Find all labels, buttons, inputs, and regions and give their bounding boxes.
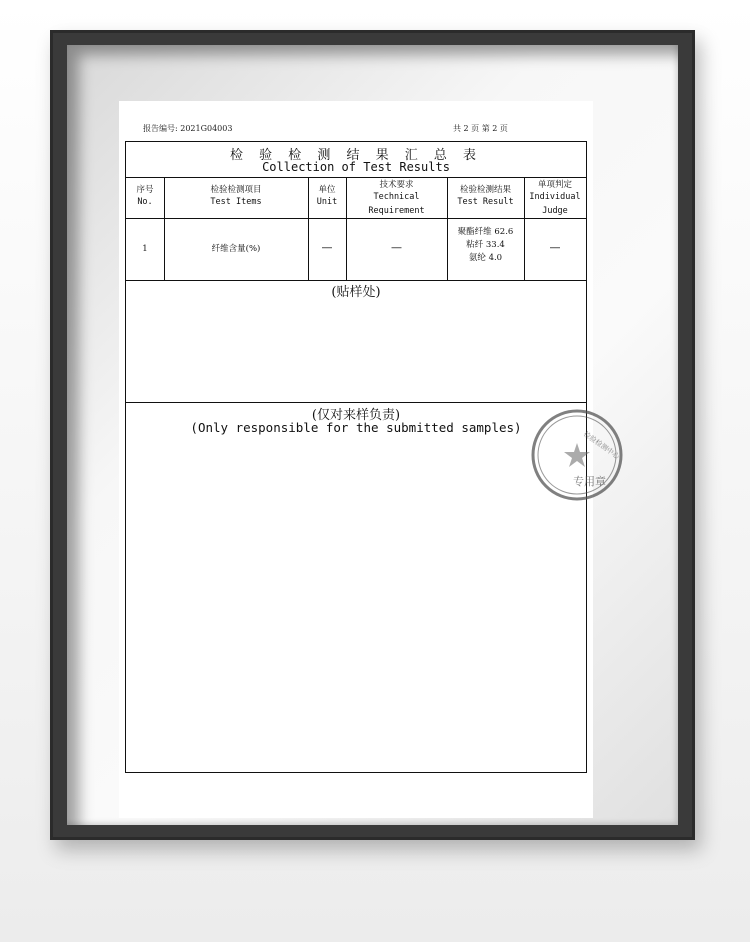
official-seal [515, 405, 625, 505]
col-header-no [126, 183, 164, 209]
cell-no: 1 [142, 244, 148, 254]
col-header-en: Unit [316, 197, 338, 207]
col-header-cn: 单位 [318, 185, 336, 195]
col-header-cn: 序号 [136, 185, 154, 195]
table-title-en: Collection of Test Results [262, 160, 450, 174]
col-header-en: No. [137, 197, 153, 207]
col-header-unit [308, 183, 346, 209]
col-header-en: Requirement [368, 206, 425, 216]
cell-test-item: 纤维含量(%) [211, 244, 261, 254]
col-header-test-items [164, 183, 308, 209]
col-header-cn: 单项判定 [537, 180, 572, 190]
disclaimer-en: (Only responsible for the submitted samples) [190, 420, 522, 435]
col-header-en: Individual [529, 192, 581, 202]
sample-area-label: (贴样处) [331, 285, 381, 300]
col-header-judge [524, 178, 586, 218]
col-header-en: Test Result [457, 197, 514, 207]
result-line: 氨纶 4.0 [468, 253, 503, 263]
cell-test-result [447, 226, 524, 265]
col-header-cn: 技术要求 [379, 180, 414, 190]
cell-judge: — [549, 241, 561, 254]
col-header-cn: 检验检测项目 [210, 185, 262, 195]
col-header-cn: 检验检测结果 [459, 185, 511, 195]
result-line: 粘纤 33.4 [466, 240, 505, 250]
seal-graphic [515, 405, 625, 505]
report-number: 报告编号: 2021G04003 [143, 124, 233, 133]
disclaimer-cn: (仅对来样负责) [311, 408, 401, 423]
divider [126, 218, 586, 219]
divider [126, 402, 586, 403]
seal-ring-text: 检验检测中心 [581, 430, 621, 461]
cell-unit: — [321, 241, 333, 254]
col-header-test-result [447, 183, 524, 209]
result-line: 聚酯纤维 62.6 [457, 227, 514, 237]
table-title-cn: 检 验 检 测 结 果 汇 总 表 [229, 148, 483, 163]
cell-requirement: — [391, 241, 402, 254]
col-header-en: Test Items [210, 197, 262, 207]
page-info: 共 2 页 第 2 页 [453, 124, 508, 133]
col-header-en: Judge [542, 206, 568, 216]
col-header-requirement [346, 178, 447, 218]
col-header-en: Technical [373, 192, 420, 202]
seal-text: 专用章 [573, 475, 606, 488]
